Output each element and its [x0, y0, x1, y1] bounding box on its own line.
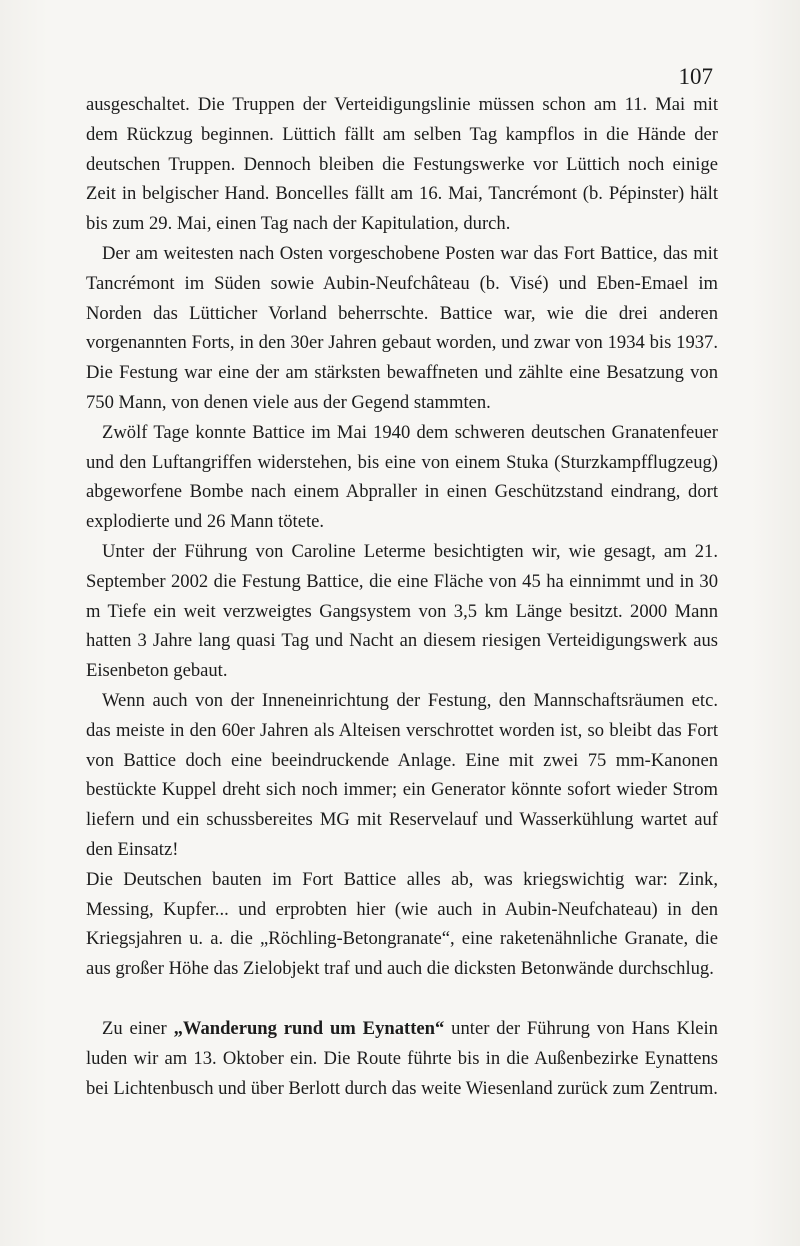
page-number: 107: [678, 64, 713, 89]
paragraph-7-intro: Zu einer: [102, 1017, 174, 1039]
paragraph-7: [86, 1014, 718, 1103]
body-text: [86, 90, 718, 1103]
paragraph-3: Zwölf Tage konnte Battice im Mai 1940 dem schweren deutschen Granatenfeuer und den Luftangriffen widerstehen, bis eine von einem Stuka (Sturzkampfflugzeug) abgeworfene Bombe nach einem Abpraller in einen Geschützstand eindrang, dort explodierte und 26 Mann tötete.: [86, 421, 718, 533]
paragraph-7-rest: unter der Führung von Hans Klein luden wir am 13. Oktober ein. Die Route führte bis in die Außenbezirke Eynattens bei Lichtenbusch und über Berlott durch das weite Wiesenland zurück zum Zentrum.: [86, 1017, 718, 1099]
paragraph-5: Wenn auch von der Inneneinrichtung der Festung, den Mannschaftsräumen etc. das meiste in den 60er Jahren als Alteisen verschrottet worden ist, so bleibt das Fort von Battice doch eine beeindruckende Anlage. Eine mit zwei 75 mm-Kanonen bestückte Kuppel dreht sich noch immer; ein Generator könnte sofort wieder Strom liefern und ein schussbereites MG mit Reservelauf und Wasserkühlung wartet auf den Einsatz!: [86, 689, 718, 860]
paragraph-6: Die Deutschen bauten im Fort Battice alles ab, was kriegswichtig war: Zink, Messing, Kupfer... und erprobten hier (wie auch in Aubin-Neufchateau) in den Kriegsjahren u. a. die „Röchling-Betongranate“, eine raketenähnliche Granate, die aus großer Höhe das Zielobjekt traf und auch die dicksten Betonwände durchschlug.: [86, 868, 718, 980]
paragraph-2: Der am weitesten nach Osten vorgeschobene Posten war das Fort Battice, das mit Tancrémont im Süden sowie Aubin-Neufchâteau (b. Visé) und Eben-Emael im Norden das Lütticher Vorland beherrschte. Battice war, wie die drei anderen vorgenannten Forts, in den 30er Jahren gebaut worden, und zwar von 1934 bis 1937. Die Festung war eine der am stärksten bewaffneten und zählte eine Besatzung von 750 Mann, von denen viele aus der Gegend stammten.: [86, 242, 718, 413]
event-title: „Wanderung rund um Eynatten“: [173, 1017, 445, 1039]
paragraph-1: ausgeschaltet. Die Truppen der Verteidigungslinie müssen schon am 11. Mai mit dem Rückzug beginnen. Lüttich fällt am selben Tag kampflos in die Hände der deutschen Truppen. Dennoch bleiben die Festungswerke vor Lüttich noch einige Zeit in belgischer Hand. Boncelles fällt am 16. Mai, Tancrémont (b. Pépinster) hält bis zum 29. Mai, einen Tag nach der Kapitulation, durch.: [86, 94, 718, 235]
paragraph-4: Unter der Führung von Caroline Leterme besichtigten wir, wie gesagt, am 21. September 2002 die Festung Battice, die eine Fläche von 45 ha einnimmt und in 30 m Tiefe ein weit verzweigtes Gangsystem von 3,5 km Länge besitzt. 2000 Mann hatten 3 Jahre lang quasi Tag und Nacht an diesem riesigen Verteidigungswerk aus Eisenbeton gebaut.: [86, 540, 718, 682]
